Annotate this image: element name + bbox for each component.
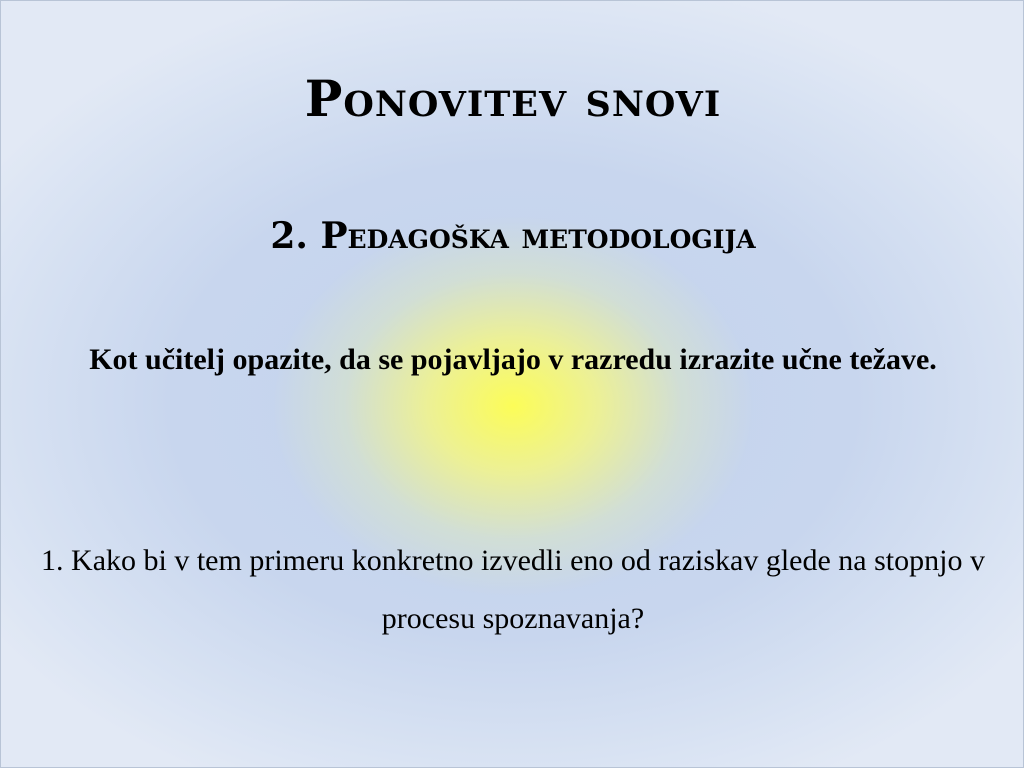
- statement-text: Kot učitelj opazite, da se pojavljajo v razredu izrazite učne težave.: [89, 343, 937, 376]
- question-text: 1. Kako bi v tem primeru konkretno izvedli eno od raziskav glede na stopnjo v procesu spoznavanja?: [41, 544, 985, 635]
- slide-title: Ponovitev snovi: [304, 69, 722, 128]
- slide-subtitle: 2. Pedagoška metodologija: [270, 215, 756, 257]
